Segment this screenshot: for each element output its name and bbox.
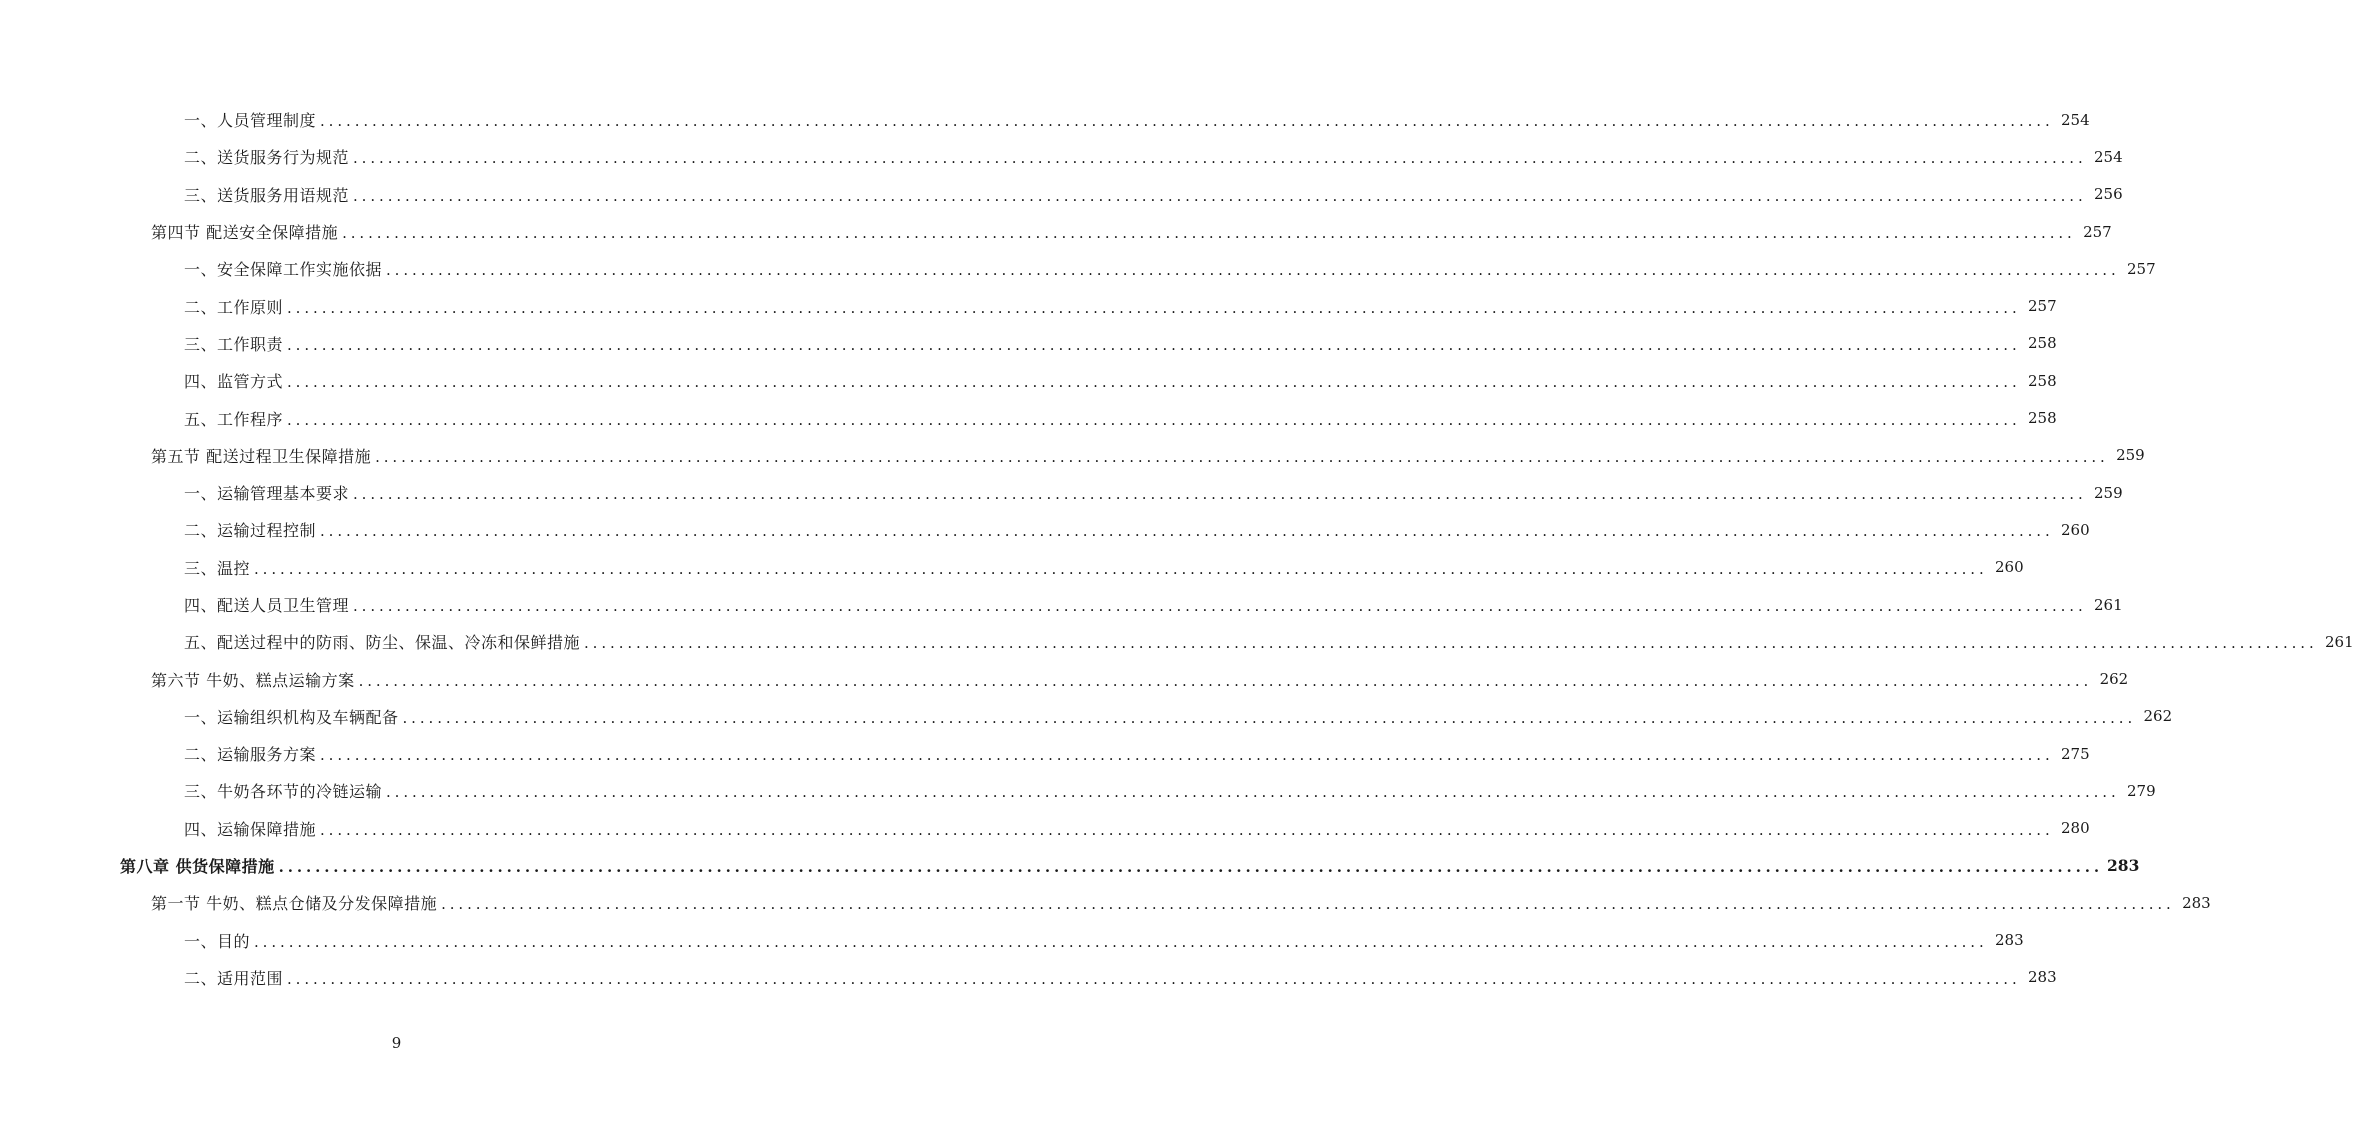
toc-entry	[0, 772, 2156, 809]
toc-dot-leader: ........................................................................................................................................................................................................	[584, 634, 2318, 653]
toc-entry	[0, 586, 2123, 623]
toc-entry-page: 257	[2028, 297, 2057, 316]
toc-entry	[0, 810, 2090, 847]
toc-entry-title: 四、监管方式	[184, 372, 284, 392]
toc-entry-title: 一、运输管理基本要求	[184, 484, 350, 504]
toc-entry-page: 258	[2028, 334, 2057, 353]
toc-dot-leader: ........................................................................................................................................................................................................	[353, 485, 2087, 504]
toc-entry-title: 第八章 供货保障措施	[120, 857, 275, 877]
toc-entry-title: 四、运输保障措施	[184, 819, 317, 839]
toc-entry-title: 五、工作程序	[184, 409, 284, 429]
toc-entry	[0, 437, 2145, 474]
toc-entry	[0, 922, 2024, 959]
toc-dot-leader: ........................................................................................................................................................................................................	[386, 783, 2120, 802]
toc-dot-leader: ........................................................................................................................................................................................................	[342, 224, 2076, 243]
toc-dot-leader: ........................................................................................................................................................................................................	[320, 820, 2054, 839]
toc-entry-page: 262	[2143, 707, 2173, 726]
toc-dot-leader: ........................................................................................................................................................................................................	[287, 969, 2021, 988]
toc-entry-page: 261	[2094, 595, 2123, 614]
toc-entry-page: 275	[2061, 744, 2090, 763]
toc-entry-title: 二、运输服务方案	[184, 745, 317, 765]
toc-entry	[0, 474, 2123, 511]
toc-entry-page: 280	[2061, 819, 2090, 838]
toc-dot-leader: ........................................................................................................................................................................................................	[287, 410, 2021, 429]
toc-entry-title: 二、运输过程控制	[184, 521, 317, 541]
toc-entry-title: 第一节 牛奶、糕点仓储及分发保障措施	[151, 894, 438, 914]
toc-entry	[0, 660, 2129, 697]
toc-entry	[0, 250, 2156, 287]
toc-dot-leader: ........................................................................................................................................................................................................	[402, 708, 2137, 727]
toc-entry-title: 第六节 牛奶、糕点运输方案	[151, 670, 355, 690]
toc-entry-title: 一、目的	[184, 931, 251, 951]
toc-entry	[0, 511, 2090, 548]
toc-entry-page: 279	[2127, 781, 2156, 800]
toc-dot-leader: ........................................................................................................................................................................................................	[254, 559, 1988, 578]
toc-entry-title: 三、温控	[184, 558, 251, 578]
toc-dot-leader: ........................................................................................................................................................................................................	[375, 447, 2109, 466]
toc-dot-leader: ........................................................................................................................................................................................................	[441, 895, 2175, 914]
toc-entry-title: 二、工作原则	[184, 297, 284, 317]
toc-entry-page: 261	[2325, 632, 2354, 651]
toc-dot-leader: ........................................................................................................................................................................................................	[353, 597, 2087, 615]
toc-entry	[0, 101, 2090, 138]
toc-entry-page: 283	[2107, 856, 2140, 876]
toc-entry-page: 258	[2028, 409, 2057, 428]
toc-entry	[0, 362, 2057, 399]
toc-dot-leader: ........................................................................................................................................................................................................	[320, 522, 2054, 541]
toc-dot-leader: ........................................................................................................................................................................................................	[386, 261, 2120, 280]
toc-entry	[0, 549, 2024, 586]
toc-entry-page: 257	[2127, 259, 2156, 278]
toc-dot-leader: ........................................................................................................................................................................................................	[254, 932, 1988, 951]
table-of-contents	[0, 101, 2354, 996]
toc-entry-title: 五、配送过程中的防雨、防尘、保温、冷冻和保鲜措施	[184, 633, 581, 653]
toc-dot-leader: ........................................................................................................................................................................................................	[287, 298, 2021, 317]
toc-dot-leader: ........................................................................................................................................................................................................	[353, 186, 2087, 205]
toc-dot-leader: ........................................................................................................................................................................................................	[278, 858, 2104, 877]
toc-entry-page: 260	[1995, 558, 2024, 577]
toc-entry-title: 一、安全保障工作实施依据	[184, 260, 383, 280]
toc-entry	[0, 138, 2123, 175]
toc-entry-page: 283	[2182, 893, 2211, 912]
toc-entry	[0, 735, 2090, 772]
toc-entry-page: 258	[2028, 371, 2057, 390]
toc-entry-title: 四、配送人员卫生管理	[184, 596, 350, 615]
toc-entry-title: 三、牛奶各环节的冷链运输	[184, 782, 383, 802]
toc-entry-page: 260	[2061, 520, 2090, 539]
toc-entry-title: 三、送货服务用语规范	[184, 185, 350, 205]
toc-entry-title: 一、运输组织机构及车辆配备	[184, 707, 399, 727]
toc-entry	[0, 176, 2123, 213]
toc-entry-page: 259	[2094, 483, 2123, 502]
toc-entry-title: 第四节 配送安全保障措施	[151, 223, 339, 243]
toc-entry	[0, 287, 2057, 324]
toc-dot-leader: ........................................................................................................................................................................................................	[358, 671, 2093, 690]
page-number: 9	[391, 1034, 402, 1052]
toc-entry-page: 262	[2099, 670, 2129, 689]
toc-entry	[0, 399, 2057, 436]
toc-entry-page: 283	[2028, 968, 2057, 987]
toc-entry-page: 283	[1995, 931, 2024, 950]
toc-entry	[0, 325, 2057, 362]
toc-dot-leader: ........................................................................................................................................................................................................	[320, 112, 2054, 131]
toc-entry	[0, 623, 2354, 660]
toc-dot-leader: ........................................................................................................................................................................................................	[353, 149, 2087, 168]
toc-entry-page: 259	[2116, 446, 2145, 465]
toc-entry	[0, 847, 2140, 884]
toc-entry-page: 256	[2094, 185, 2123, 204]
toc-entry-title: 一、人员管理制度	[184, 111, 317, 131]
toc-entry-page: 257	[2083, 222, 2112, 241]
toc-entry	[0, 698, 2173, 735]
toc-entry-page: 254	[2094, 147, 2123, 166]
toc-entry	[0, 884, 2211, 921]
toc-dot-leader: ........................................................................................................................................................................................................	[287, 373, 2021, 392]
toc-entry-page: 254	[2061, 110, 2090, 129]
toc-entry-title: 三、工作职责	[184, 334, 284, 354]
toc-entry-title: 二、送货服务行为规范	[184, 148, 350, 168]
toc-entry-title: 第五节 配送过程卫生保障措施	[151, 446, 372, 466]
toc-dot-leader: ........................................................................................................................................................................................................	[287, 335, 2021, 354]
toc-entry	[0, 213, 2112, 250]
toc-dot-leader: ........................................................................................................................................................................................................	[320, 746, 2054, 765]
toc-entry-title: 二、适用范围	[184, 968, 284, 988]
toc-entry	[0, 959, 2057, 996]
